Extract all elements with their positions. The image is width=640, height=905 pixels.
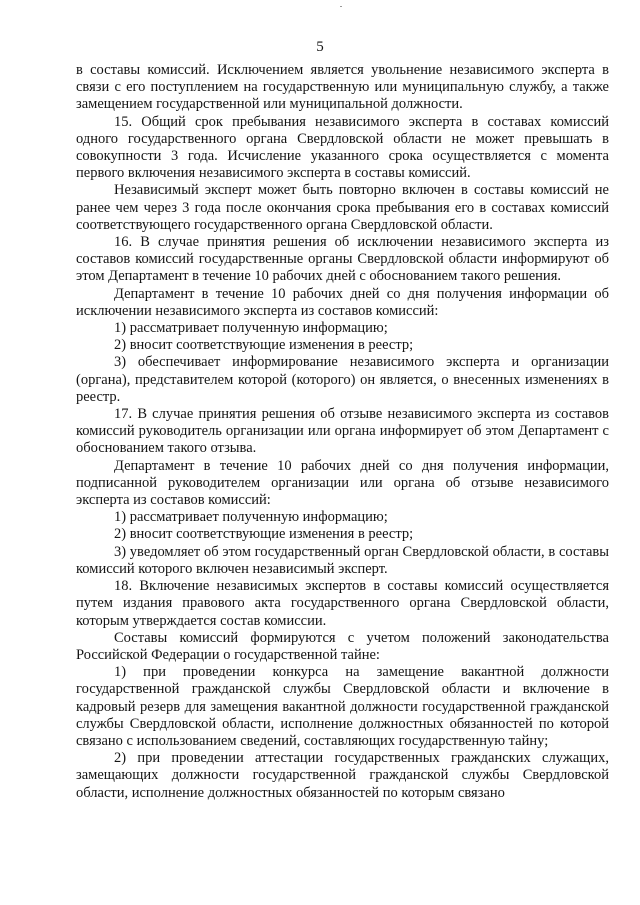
paragraph-department-exclusion: Департамент в течение 10 рабочих дней со дня получения информации об исключении независимого эксперта из составов комиссий:: [76, 285, 609, 319]
list-item-recall-3: 3) уведомляет об этом государственный орган Свердловской области, в составы комиссий которого включен независимый эксперт.: [76, 543, 609, 577]
scan-artifact: [340, 6, 342, 7]
paragraph-18-inclusion-act: 18. Включение независимых экспертов в составы комиссий осуществляется путем издания правового акта государственного органа Свердловской области, которым утверждается состав комиссии.: [76, 578, 609, 629]
list-item-exclusion-3: 3) обеспечивает информирование независимого эксперта и организации (органа), представителем которой (которого) он является, о внесенных изменениях в реестр.: [76, 354, 609, 405]
paragraph-exclusion-continuation: в составы комиссий. Исключением является увольнение независимого эксперта в связи с его поступлением на государственную или муниципальную службу, а также замещением государственной или муниципальной должности.: [76, 62, 609, 113]
paragraph-15-term-limit: 15. Общий срок пребывания независимого эксперта в составах комиссий одного государственного органа Свердловской области не может превышать в совокупности 3 года. Исчисление указанного срока осуществляется с момента первого включения независимого эксперта в составы комиссий.: [76, 113, 609, 182]
paragraph-department-recall: Департамент в течение 10 рабочих дней со дня получения информации, подписанной руководителем организации или органа об отзыве независимого эксперта из составов комиссий:: [76, 457, 609, 509]
document-body: [76, 62, 609, 802]
list-item-recall-2: 2) вносит соответствующие изменения в реестр;: [114, 526, 414, 543]
paragraph-state-secret: Составы комиссий формируются с учетом положений законодательства Российской Федерации о государственной тайне:: [76, 629, 609, 663]
paragraph-17-recall-decision: 17. В случае принятия решения об отзыве независимого эксперта из составов комиссий руководитель организации или органа информирует об этом Департамент с обоснованием такого отзыва.: [76, 406, 609, 457]
paragraph-16-exclusion-decision: 16. В случае принятия решения об исключении независимого эксперта из составов комиссий государственные органы Свердловской области информируют об этом Департамент в течение 10 рабочих дней с обоснованием такого решения.: [76, 234, 609, 285]
paragraph-repeat-inclusion: Независимый эксперт может быть повторно включен в составы комиссий не ранее чем через 3 года после окончания срока пребывания его в составах комиссий соответствующего государственного органа Свердловской области.: [76, 182, 609, 233]
list-item-recall-1: 1) рассматривает полученную информацию;: [114, 509, 388, 526]
list-item-secret-1: 1) при проведении конкурса на замещение вакантной должности государственной гражданской службы Свердловской области и включение в кадровый резерв для замещения вакантной должности государственной гражданской службы Свердловской области, исполнение должностных обязанностей по которой связано с использованием сведений, составляющих государственную тайну;: [76, 664, 609, 749]
list-item-secret-2: 2) при проведении аттестации государственных гражданских служащих, замещающих должности государственной гражданской службы Свердловской области, исполнение должностных обязанностей по которым связано: [76, 750, 609, 801]
page-number: 5: [316, 39, 324, 55]
list-item-exclusion-2: 2) вносит соответствующие изменения в реестр;: [114, 337, 414, 354]
list-item-exclusion-1: 1) рассматривает полученную информацию;: [114, 320, 388, 337]
